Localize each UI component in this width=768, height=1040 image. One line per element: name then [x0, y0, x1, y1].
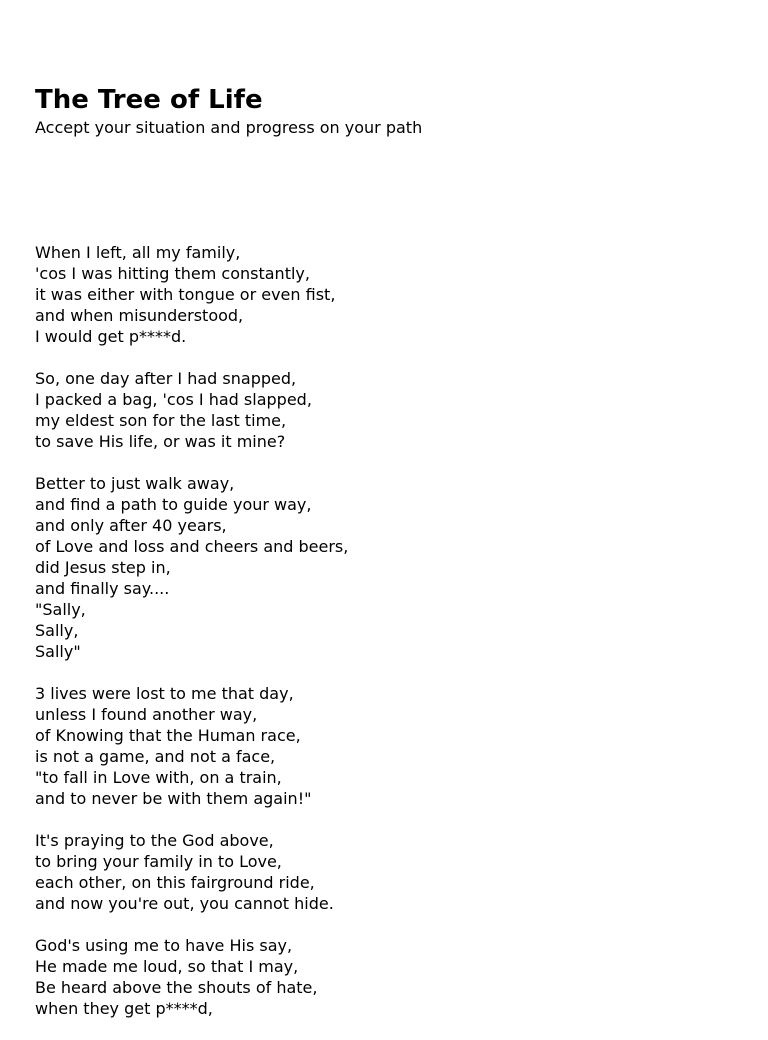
poem-line: it was either with tongue or even fist, — [35, 285, 336, 304]
poem-line: and only after 40 years, — [35, 516, 227, 535]
poem-line: and find a path to guide your way, — [35, 495, 312, 514]
poem-title: The Tree of Life — [35, 85, 263, 115]
poem-line: So, one day after I had snapped, — [35, 369, 297, 388]
poem-line: "to fall in Love with, on a train, — [35, 768, 282, 787]
stanza — [35, 368, 348, 452]
poem-line: and to never be with them again!" — [35, 789, 312, 808]
poem-line: did Jesus step in, — [35, 558, 171, 577]
stanza — [35, 935, 348, 1019]
poem-line: When I left, all my family, — [35, 243, 241, 262]
poem-line: of Love and loss and cheers and beers, — [35, 537, 349, 556]
poem-line: Sally" — [35, 642, 81, 661]
poem-line: unless I found another way, — [35, 705, 258, 724]
poem-line: and when misunderstood, — [35, 306, 244, 325]
poem-line: when they get p****d, — [35, 999, 213, 1018]
poem-subtitle: Accept your situation and progress on your path — [35, 118, 423, 137]
poem-line: God's using me to have His say, — [35, 936, 293, 955]
stanza — [35, 242, 348, 347]
stanza — [35, 473, 348, 662]
poem-line: my eldest son for the last time, — [35, 411, 287, 430]
poem-line: is not a game, and not a face, — [35, 747, 276, 766]
poem-line: It's praying to the God above, — [35, 831, 274, 850]
poem-line: each other, on this fairground ride, — [35, 873, 315, 892]
poem-line: and finally say.... — [35, 579, 170, 598]
poem-line: 3 lives were lost to me that day, — [35, 684, 294, 703]
poem-line: and now you're out, you cannot hide. — [35, 894, 334, 913]
poem-line: I would get p****d. — [35, 327, 187, 346]
poem-line: He made me loud, so that I may, — [35, 957, 299, 976]
stanza — [35, 683, 348, 809]
poem-line: 'cos I was hitting them constantly, — [35, 264, 310, 283]
poem-line: Better to just walk away, — [35, 474, 235, 493]
poem-line: "Sally, — [35, 600, 86, 619]
stanza — [35, 830, 348, 914]
poem-line: I packed a bag, 'cos I had slapped, — [35, 390, 312, 409]
poem-line: of Knowing that the Human race, — [35, 726, 301, 745]
poem-line: Sally, — [35, 621, 79, 640]
poem-line: Be heard above the shouts of hate, — [35, 978, 318, 997]
poem-body — [35, 242, 348, 1040]
poem-line: to bring your family in to Love, — [35, 852, 282, 871]
poem-line: to save His life, or was it mine? — [35, 432, 286, 451]
